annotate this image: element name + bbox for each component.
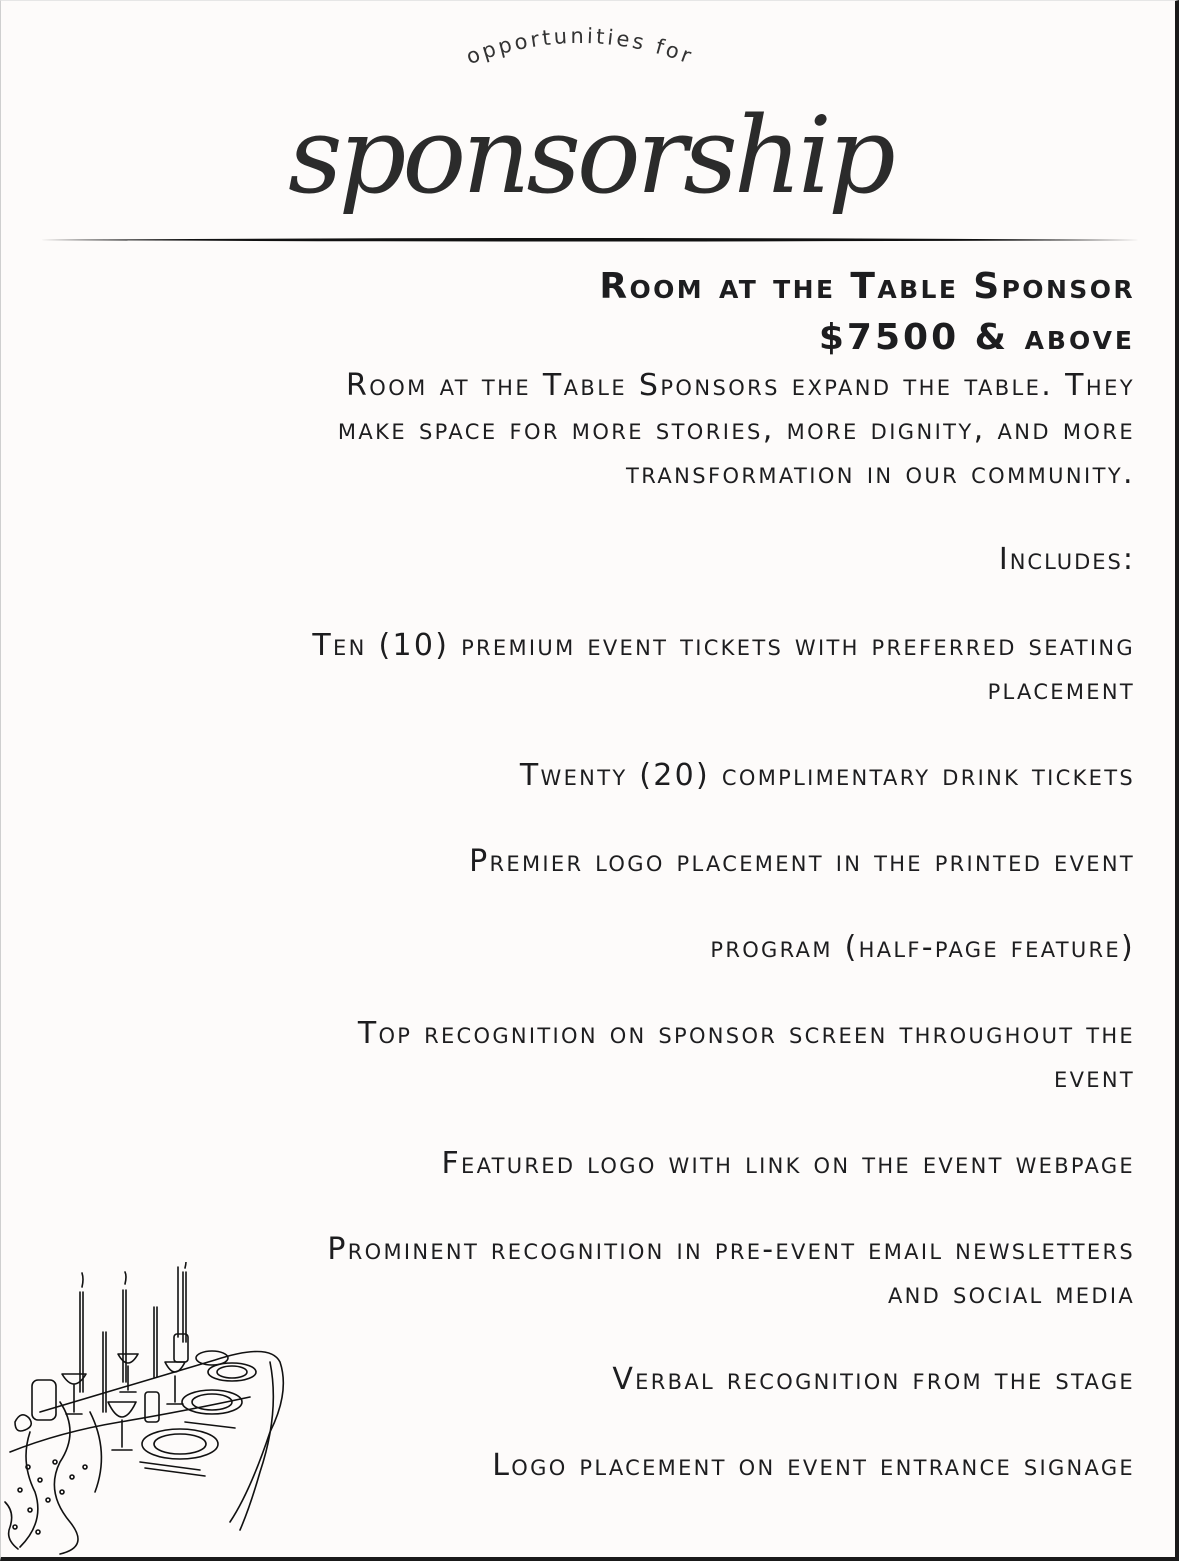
benefit-item: Twenty (20) complimentary drink tickets <box>519 758 1135 793</box>
header-divider <box>40 236 1140 244</box>
benefit-item: Featured logo with link on the event webpage <box>441 1146 1135 1181</box>
benefit-item-continuation: event <box>1054 1060 1135 1095</box>
dinner-table-illustration-icon <box>0 1262 300 1557</box>
header-title-art <box>280 10 900 230</box>
sponsor-price: $7500 & above <box>818 317 1135 358</box>
benefit-item: program (half-page feature) <box>710 930 1135 965</box>
description-line: Room at the Table Sponsors expand the table. They <box>346 368 1135 403</box>
header-arc-text: opportunities for <box>463 23 698 70</box>
benefit-item-continuation: and social media <box>887 1276 1135 1311</box>
benefit-item-continuation: placement <box>987 672 1135 707</box>
benefit-item: Prominent recognition in pre-event email newsletters <box>327 1232 1135 1267</box>
description-line: make space for more stories, more dignity, and more <box>337 412 1135 447</box>
benefit-item: Ten (10) premium event tickets with preferred seating <box>312 628 1135 663</box>
benefit-item: Verbal recognition from the stage <box>612 1362 1135 1397</box>
benefit-item: Top recognition on sponsor screen throughout the <box>357 1016 1135 1051</box>
sponsor-description <box>95 364 1135 496</box>
includes-label: Includes: <box>998 542 1135 577</box>
script-title: sponsorship <box>288 94 892 217</box>
sponsor-level-title: Room at the Table Sponsor <box>599 266 1135 307</box>
benefit-item: Logo placement on event entrance signage <box>492 1448 1135 1483</box>
benefit-item: Premier logo placement in the printed event <box>469 844 1135 879</box>
description-line: transformation in our community. <box>626 456 1135 491</box>
